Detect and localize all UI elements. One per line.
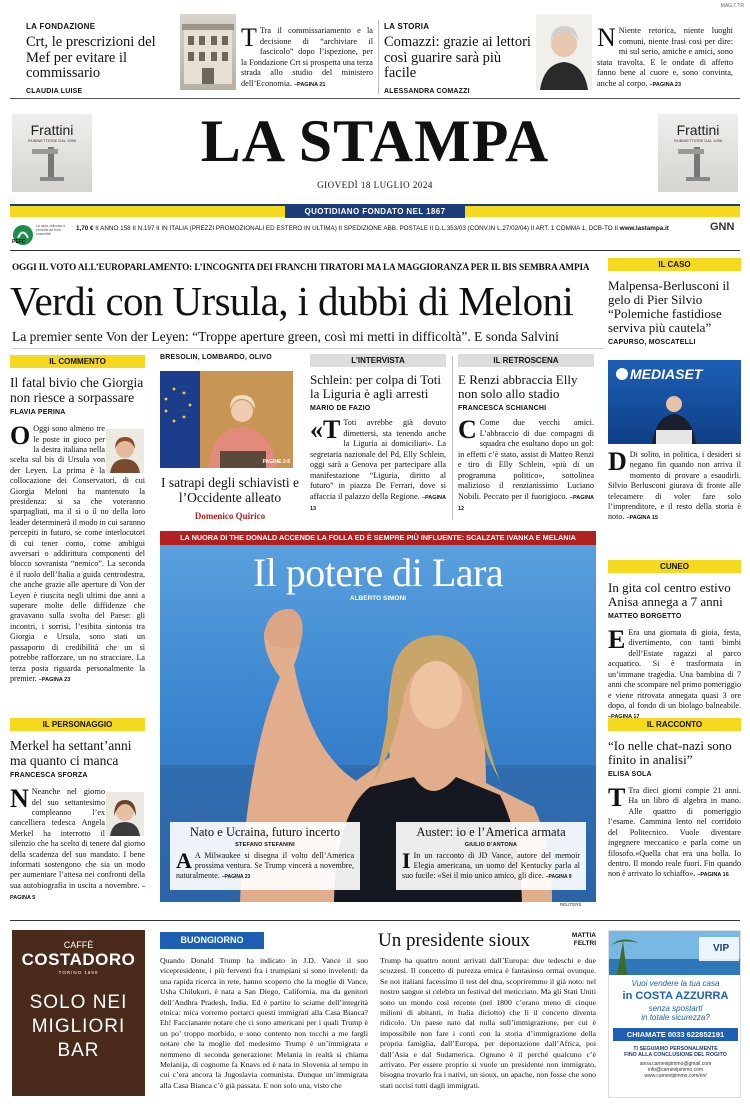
teaser-author-2: ALESSANDRA COMAZZI bbox=[384, 87, 470, 95]
section-label: IL COMMENTO bbox=[10, 355, 145, 368]
cuneo-text: E Era una giornata di gioia, festa, divertimento, con tanti bimbi dell’Estate ragazzi al parco acquatico. Si è trasformata in un’immane tragedia. Una bambina di 7 anni che scompare nel primo pomeriggio e viene ritrovata annegata quasi 3 ore dopo, al fondo di un biolago balneabile. bbox=[608, 625, 741, 710]
teaser-title-2: Comazzi: grazie ai lettori così guarire sarà più facile bbox=[384, 34, 531, 82]
intervista-text: «T Toti avrebbe già dovuto dimettersi, sta tenendo anche la Liguria ai domiciliari». La segretaria nazionale del Pd, Elly Schlein, oggi sarà a Genova per partecipare alla manifestazione “Liguria, diritto al futuro” in piazza De Ferrari, dove si affaccia il palazzo della Regione. –PAGINA 13 bbox=[310, 415, 446, 513]
auster-author: GIULIO D’ANTONA bbox=[464, 841, 518, 848]
nato-title: Nato e Ucraina, futuro incerto bbox=[189, 825, 341, 839]
personaggio-text: N Neanche nel giorno del suo settantesimo compleanno l’ex cancelliera tedesca Angela Merkel ha interrotto il silenzio che ha scelto di tenere dal giorno della scadenza del suo mandato. I bene informati sostengono che sia un modo per aumentare l’attesa nei confronti della sua autobiografia in uscita a novembre. –PAGINA 5 bbox=[10, 784, 145, 902]
gnn-logo: GNN bbox=[710, 221, 735, 233]
caso-author: CAPURSO, MOSCATELLI bbox=[608, 339, 696, 347]
ad-phone[interactable]: CHIAMATE 0033 622852191 bbox=[613, 1028, 738, 1041]
comazzi-photo bbox=[536, 14, 592, 90]
buongiorno-author: MATTIA FELTRI bbox=[571, 932, 596, 947]
ad-carnevi[interactable]: VIP Vuoi vendere la tua casa in COSTA AZZURRA senza spostarti in totale sicurezza? CHIAMATE 0033 622852191 TI SEGUIAMO PERSONALMENTE FINO ALLA CONCLUSIONE DEL ROGITO anna.carnevipimmo@gmail.com info@carnevipimmo.com www.carnevipimmo.com/en/ bbox=[608, 930, 741, 1098]
section-label: CUNEO bbox=[608, 560, 741, 573]
buongiorno-title: Un presidente sioux bbox=[378, 930, 530, 951]
lead-headline[interactable]: Verdi con Ursula, i dubbi di Meloni bbox=[10, 278, 574, 324]
section-label: IL RETROSCENA bbox=[458, 354, 594, 367]
intervista-title: Schlein: per colpa di Toti la Liguria è agli arresti bbox=[310, 372, 441, 402]
personaggio-column[interactable] bbox=[10, 718, 145, 904]
ad-brand: Frattini bbox=[30, 122, 74, 138]
teaser-title: Crt, le prescrizioni del Mef per evitare il commissario bbox=[26, 34, 156, 82]
buongiorno-text-2: Trump ha quattro nonni arrivati dall’Europa: due tedeschi e due scozzesi. Il concetto di purezza etnica è fantasioso ormai ovunque. Se noi italiani facessimo il test del dna, scopriremmo il già noto: nel nostro sangue si celebra un festival del meticciato. Ma gli Stati Uniti sono un mondo così recente (nel 1800 c’erano meno di cinque milioni di abitanti, in Italia diciotto) che lì il concetto diventa ridicolo. Un paese nato dal nulla sull’immigrazione, per cui è impossibile non fare i conti con la storia d’immigrazione della propria famiglia, dall’Europa, per deportazione dall’Africa, poi dall’Asia e dal Sudamerica. Ognuno è il perché qualcuno c’è arrivato. Per essere proprio si vuole un presidente non immigrato, bisogna trovarlo fra i nativi, un sioux, un apache, non fosse che sono stati uccisi tutti dagli immigrati. bbox=[380, 956, 596, 1090]
mediaset-photo bbox=[608, 360, 741, 444]
teaser-fondazione[interactable] bbox=[26, 22, 176, 95]
lead-subhead: La premier sente Von der Leyen: “Troppe aperture green, così mi metti in difficoltà”. E sonda Salvini bbox=[12, 329, 559, 344]
founded-bar bbox=[10, 204, 740, 217]
lead-kicker: OGGI IL VOTO ALL’EUROPARLAMENTO: L’INCOGNITA DEI FRANCHI TIRATORI MA LA MAGGIORANZA PER IL BIS SEMBRA AMPIA bbox=[12, 262, 590, 272]
lara-author: ALBERTO SIMONI bbox=[349, 595, 407, 602]
satrapi-article[interactable] bbox=[160, 476, 300, 521]
retroscena-author: FRANCESCA SCHIANCHI bbox=[458, 405, 547, 413]
lara-kicker: LA NUORA DI THE DONALD ACCENDE LA FOLLA ED È SEMPRE PIÙ INFLUENTE: SCALZATE IVANKA E MELANIA bbox=[160, 531, 596, 545]
caso-article[interactable] bbox=[608, 258, 741, 346]
intervista-article[interactable] bbox=[310, 354, 446, 515]
section-label: IL PERSONAGGIO bbox=[10, 718, 145, 731]
lara-photo[interactable] bbox=[160, 545, 596, 902]
pefc-logo: PEFC La carta utilizzata è prodotta da fonti sostenibili bbox=[12, 224, 66, 245]
edition-info: 1,70 € II ANNO 158 II N.197 II IN ITALIA (PREZZI PROMOZIONALI ED ESTERO IN ULTIMA) II SPEDIZIONE ABB. POSTALE II D.L.353/03 (CONV.IN L.27/02/04) II ART. 1 COMMA 1, DCB-TO II www.lastampa.it bbox=[76, 225, 669, 232]
personaggio-title: Merkel ha settant’anni ma quanto ci manca bbox=[10, 738, 132, 768]
nato-author: STEFANO STEFANINI bbox=[235, 841, 295, 848]
teaser-fondazione-text: T Tra il commissariamento e la decisione di “archiviare il fascicolo” dopo l’ispezione, per la Fondazione Crt si prospetta una terza strada allo studio del ministero dell’Economia. –PAGINA 21 bbox=[241, 23, 373, 88]
ad-brand-sub: RUBINETTERIE DAL 1956 bbox=[673, 138, 723, 143]
retroscena-title: E Renzi abbraccia Elly non solo allo stadio bbox=[458, 372, 578, 402]
ad-costadoro[interactable]: CAFFÈ COSTADORO TORINO 1890 SOLO NEI MIGLIORI BAR bbox=[12, 930, 145, 1096]
commento-text: O Oggi sono almeno tre le poste in gioco per la destra italiana nella scelta sul bis di Ursula von der Leyen. La prima è la collocazione dei Conservatori, di cui Giorgia Meloni ha mantenuto la presidenza: si sa che voteranno sparpagliati, ma il sì o il no della loro leader determinerà il modo in cui saranno percepiti in futuro, se come interlocutori di cui tener conto, come ambigui avversari o addirittura componenti del blocco sovranista “nemico”. La seconda è il ruolo dell’Italia a guida centrodestra, che anche grazie alle aperture di Von der Leyen è riuscita negli ultimi due anni a superare molte delle diffidenze che gravavano sulla svolta del Paese: gli incontri, i sorrisi, l’esibita sintonia tra Giorgia e Ursula, sono stati un passaporto di credibilità che un sì potrebbe rafforzare, un no stracciare. La terza posta riguarda personalmente la premier. –PAGINA 23 bbox=[10, 421, 145, 683]
vip-badge: VIP bbox=[713, 943, 730, 954]
nato-text: A A Milwaukee si disegna il volto dell’America prossima ventura. Se Trump vincerà a novembre, naturalmente. –PAGINA 23 bbox=[176, 847, 354, 880]
buongiorno-text-1: Quando Donald Trump ha indicato in J.D. Vance il suo vicepresidente, i più ferventi fra i trumpiani si sono invelenti: da una rapida ricerca in rete, hanno scoperto che la moglie di Vance, Usha Chilukuri, è nata a San Diego, California, ma da genitori dell’Andhra Pradesh, India. Ed è partito lo sciame dell’integrità etnica: mica vorremo portarci questi immigrati alla Casa Bianca? Eh! Faccianante notare che ci sono americani per i quali Trump è un po’ troppo morbido, e sono contento non tocchi a me fargli notare che la moglie del medesimo Trump è un’immigrata e nemmeno di seconda generazione: Melania in realtà si chiama Melanija, di cognome fa Knavs ed è nata in Slovenia al tempo in cui c’era ancora la Jugoslavia comunista. Dunque un’immigrata alla Casa Bianca c’è già passata. E non solo una, visto che bbox=[160, 956, 368, 1090]
ad-frattini-left[interactable] bbox=[12, 114, 92, 192]
ad-frattini-right[interactable] bbox=[658, 114, 738, 192]
masthead-logo[interactable]: LA STAMPA bbox=[200, 108, 550, 174]
auster-box[interactable] bbox=[396, 822, 586, 890]
racconto-title: “Io nelle chat-nazi sono finito in analisi” bbox=[608, 738, 732, 768]
section-label: IL CASO bbox=[608, 258, 741, 271]
teaser-kicker: LA FONDAZIONE bbox=[26, 22, 96, 31]
ad-brand-sub: RUBINETTERIE DAL 1956 bbox=[27, 138, 77, 143]
retroscena-text: C Come due vecchi amici. L’abbraccio di due compagni di squadra che esultano dopo un gol: in effetti c’è stato, assist di Matteo Renzi e tiro di Elly Schlein, «più di un programma politico», sottolinea malizioso il renzianissimo Luciano Nobili. Peccato per il fuorigioco. –PAGINA 12 bbox=[458, 415, 595, 513]
perina-photo bbox=[106, 429, 144, 473]
cuneo-author: MATTEO BORGETTO bbox=[608, 613, 682, 621]
racconto-author: ELISA SOLA bbox=[608, 771, 652, 779]
caso-title: Malpensa-Berlusconi il gelo di Pier Silvio “Polemiche fastidiose serviva più cautela” bbox=[608, 278, 730, 336]
building-photo bbox=[180, 14, 236, 90]
teaser-kicker-2: LA STORIA bbox=[384, 22, 430, 31]
lara-headline: Il potere di Lara bbox=[252, 550, 504, 595]
section-label: IL RACCONTO bbox=[608, 718, 741, 731]
teaser-author: CLAUDIA LUISE bbox=[26, 87, 83, 95]
ad-slogan: SOLO NEI MIGLIORI BAR bbox=[29, 992, 128, 1061]
section-label: L’INTERVISTA bbox=[310, 354, 446, 367]
page-code: MAG.T.TR bbox=[720, 3, 744, 9]
commento-author: FLAVIA PERINA bbox=[10, 409, 66, 417]
auster-text: I In un racconto di JD Vance, autore del memoir Elegia americana, un uomo del Kentucky parla al suo fucile: «Sei il mio unico amico, gli dice. –PAGINA 9 bbox=[402, 847, 580, 880]
commento-title: Il fatal bivio che Giorgia non riesce a sorpassare bbox=[10, 375, 144, 405]
retroscena-article[interactable] bbox=[458, 354, 594, 515]
photo-ref: PAGINE 2-5 bbox=[262, 459, 290, 465]
mediaset-logo: MEDIASET bbox=[630, 366, 703, 382]
cuneo-title: In gita col centro estivo Anisa annega a 7 anni bbox=[608, 580, 731, 610]
auster-title: Auster: io e l’America armata bbox=[416, 825, 566, 839]
cuneo-article[interactable] bbox=[608, 560, 741, 723]
photo-credit: REUTERS bbox=[560, 902, 582, 907]
personaggio-author: FRANCESCA SFORZA bbox=[10, 772, 88, 780]
teaser-comazzi[interactable] bbox=[384, 22, 534, 95]
commento-column[interactable] bbox=[10, 355, 145, 685]
racconto-article[interactable] bbox=[608, 718, 741, 881]
satrapi-author: Domenico Quirico bbox=[194, 511, 266, 522]
site-link[interactable]: www.lastampa.it bbox=[619, 225, 669, 232]
satrapi-title: I satrapi degli schiavisti e l’Occidente alleato bbox=[161, 475, 299, 505]
buongiorno-label: BUONGIORNO bbox=[160, 932, 264, 949]
sforza-photo bbox=[106, 792, 144, 836]
founded-label: QUOTIDIANO FONDATO NEL 1867 bbox=[285, 206, 465, 218]
racconto-text: T Tra dieci giorni compie 21 anni. Ha un libro di algebra in mano. Alle quattro di pomeriggio l’esame. Cammina lento nel corridoio del Politecnico. Vuole diventare ingegnere meccanico e parla come un filosofo.«Quella chat era una bolla. Io dentro. Il mondo reale fuori. Fin quando non è arrivato lo schiaffo». –PAGINA 16 bbox=[608, 783, 741, 879]
nato-box[interactable] bbox=[170, 822, 360, 890]
von-der-leyen-photo[interactable] bbox=[160, 371, 293, 468]
lead-authors: BRESOLIN, LOMBARDO, OLIVO bbox=[160, 354, 272, 361]
teaser-comazzi-text: N Niente retorica, niente luoghi comuni, niente frasi cosi per dire: mi sul serio, amiche e amici, sono stata travolta. E le ondate di affetto fanno bene al cuore e, sono convinta, anche al corpo. –PAGINA 23 bbox=[597, 23, 733, 88]
caso-text: D Di solito, in politica, i desideri si negano fin quando non arriva il momento di provare a esaudirli. Silvio Berlusconi giurava di fronte alle telecamere di voler fare solo l’imprenditore, e il resto della storia è noto. –PAGINA 15 bbox=[608, 447, 741, 522]
intervista-author: MARIO DE FAZIO bbox=[310, 405, 371, 413]
ad-brand: Frattini bbox=[676, 122, 720, 138]
masthead-date: GIOVEDÌ 18 LUGLIO 2024 bbox=[317, 180, 433, 190]
